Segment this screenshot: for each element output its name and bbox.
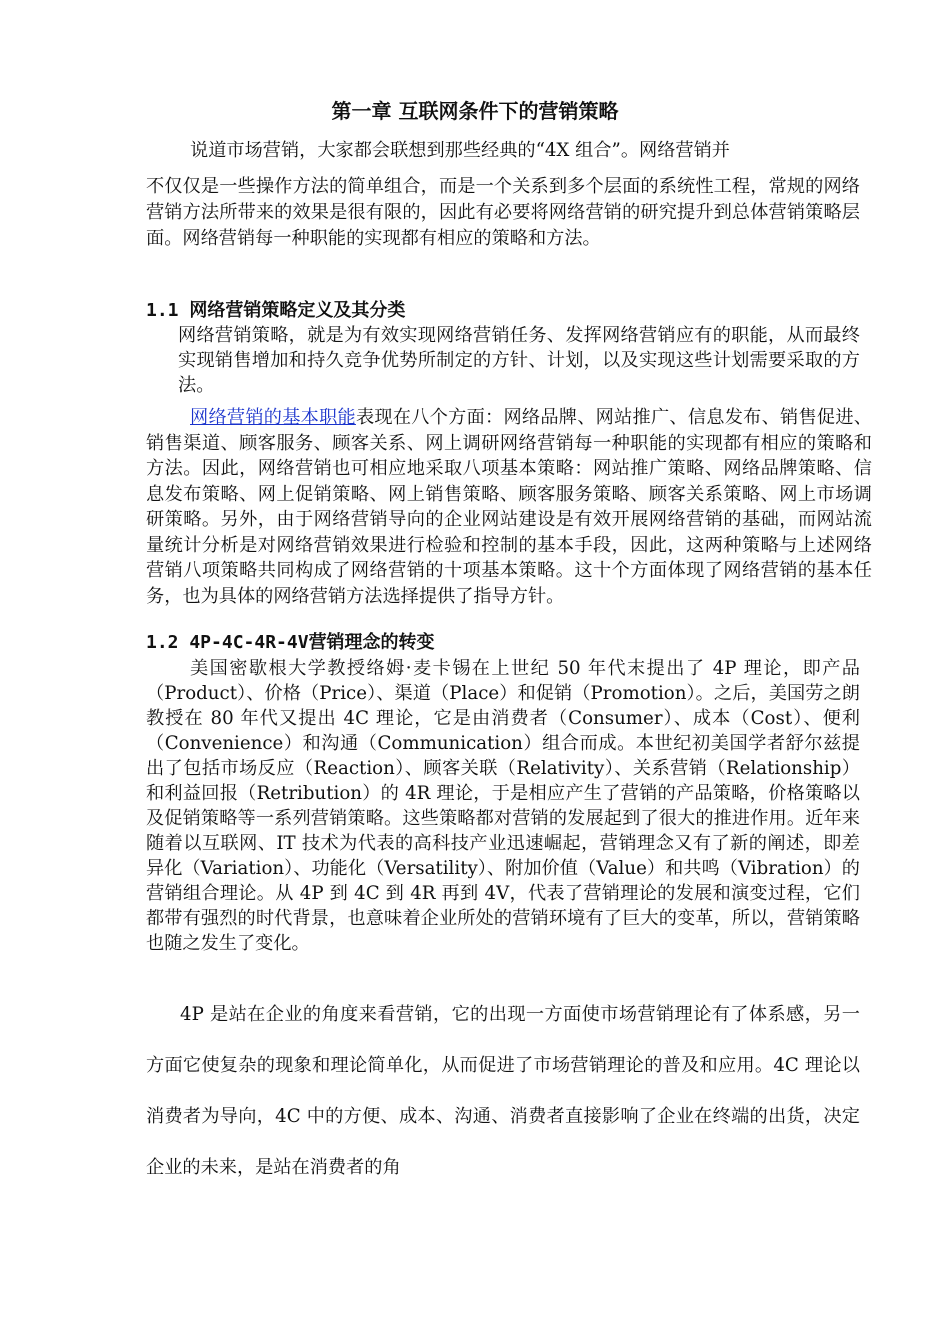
section-heading-1-1 — [146, 298, 405, 324]
section-title: 网络营销策略定义及其分类 — [189, 300, 406, 321]
functions-paragraph — [146, 405, 872, 609]
comparison-paragraph: 4P 是站在企业的角度来看营销，它的出现一方面使市场营销理论有了体系感，另一方面它使复杂的现象和理论简单化，从而促进了市场营销理论的普及和应用。4C 理论以消费者为导向，4C 中的方便、成本、沟通、消费者直接影响了企业在终端的出货，决定企业的未来，是站在消费者的角 — [146, 1004, 860, 1178]
intro-paragraph — [146, 138, 860, 252]
theory-paragraph: 美国密歇根大学教授络姆·麦卡锡在上世纪 50 年代末提出了 4P 理论，即产品（Product）、价格（Price）、渠道（Place）和促销（Promotion）。之后，美国劳之朗教授在 80 年代又提出 4C 理论，它是由消费者（Consumer）、成本（Cost）、便利（Convenience）和沟通（Communication）组合而成。本世纪初美国学者舒尔兹提出了包括市场反应（Reaction）、顾客关联（Relativity）、关系营销（Relationship）和利益回报（Retribution）的 4R 理论，于是相应产生了营销的产品策略，价格策略以及促销策略等一系列营销策略。这些策略都对营销的发展起到了很大的推进作用。近年来随着以互联网、IT 技术为代表的高科技产业迅速崛起，营销理念又有了新的阐述，即差异化（Variation）、功能化（Versatility）、附加价值（Value）和共鸣（Vibration）的营销组合理论。从 4P 到 4C 到 4R 再到 4V，代表了营销理论的发展和演变过程，它们都带有强烈的时代背景，也意味着企业所处的营销环境有了巨大的变革，所以，营销策略也随之发生了变化。 — [146, 658, 860, 954]
intro-body: 不仅仅是一些操作方法的简单组合，而是一个关系到多个层面的系统性工程，常规的网络营销方法所带来的效果是很有限的，因此有必要将网络营销的研究提升到总体营销策略层面。网络营销每一种职能的实现都有相应的策略和方法。 — [146, 176, 860, 249]
definition-paragraph: 网络营销策略，就是为有效实现网络营销任务、发挥网络营销应有的职能，从而最终实现销售增加和持久竞争优势所制定的方针、计划，以及实现这些计划需要采取的方法。 — [178, 325, 860, 396]
section-number: 1.2 4P-4C-4R-4V — [146, 632, 309, 653]
section-title: 营销理念的转变 — [308, 632, 435, 653]
chapter-title: 第一章 互联网条件下的营销策略 — [331, 99, 619, 123]
functions-body: 表现在八个方面：网络品牌、网站推广、信息发布、销售促进、销售渠道、顾客服务、顾客关系、网上调研网络营销每一种职能的实现都有相应的策略和方法。因此，网络营销也可相应地采取八项基本策略：网站推广策略、网络品牌策略、信息发布策略、网上促销策略、网上销售策略、顾客服务策略、顾客关系策略、网上市场调研策略。另外，由于网络营销导向的企业网站建设是有效开展网络营销的基础，而网站流量统计分析是对网络营销效果进行检验和控制的基本手段，因此，这两种策略与上述网络营销八项策略共同构成了网络营销的十项基本策略。这十个方面体现了网络营销的基本任务，也为具体的网络营销方法选择提供了指导方针。 — [146, 407, 872, 607]
section-heading-1-2 — [146, 630, 435, 656]
basic-functions-link[interactable]: 网络营销的基本职能 — [190, 407, 356, 428]
section-number: 1.1 — [146, 300, 190, 321]
intro-first-line: 说道市场营销，大家都会联想到那些经典的“4X 组合”。网络营销并 — [190, 140, 730, 161]
